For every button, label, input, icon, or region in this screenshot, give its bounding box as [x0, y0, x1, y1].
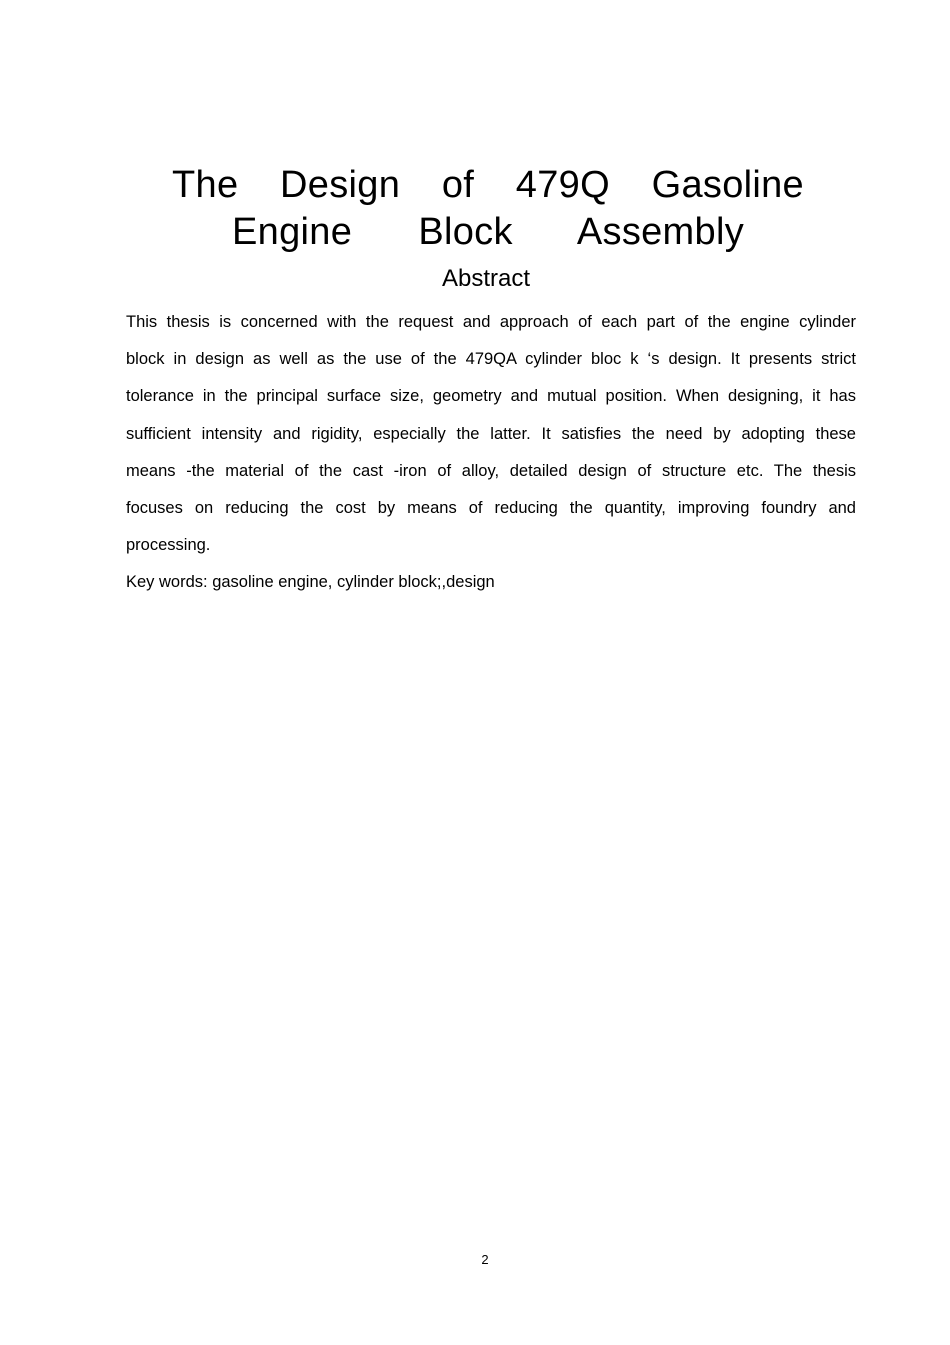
abstract-line: focuses on reducing the cost by means of reducing the quantity, improving foundry and: [126, 498, 856, 517]
abstract-line: sufficient intensity and rigidity, especially the latter. It satisfies the need by adopting these: [126, 424, 856, 443]
abstract-line: This thesis is concerned with the request and approach of each part of the engine cylinder: [126, 313, 856, 331]
abstract-line: block in design as well as the use of the 479QA cylinder bloc k ‘s design. It presents strict: [126, 350, 856, 369]
keywords-line: Key words: gasoline engine, cylinder block;,design: [126, 573, 495, 591]
title-line-2: Engine Block Assembly: [232, 211, 744, 253]
abstract-paragraph: [126, 310, 856, 570]
page-number: 2: [481, 1252, 489, 1267]
abstract-line: tolerance in the principal surface size, geometry and mutual position. When designing, it has: [126, 387, 856, 406]
abstract-line: means -the material of the cast -iron of alloy, detailed design of structure etc. The thesis: [126, 461, 856, 480]
abstract-line: processing.: [126, 536, 211, 555]
document-title: [172, 162, 804, 256]
abstract-heading: Abstract: [441, 265, 531, 292]
title-line-1: The Design of 479Q Gasoline: [172, 164, 804, 206]
